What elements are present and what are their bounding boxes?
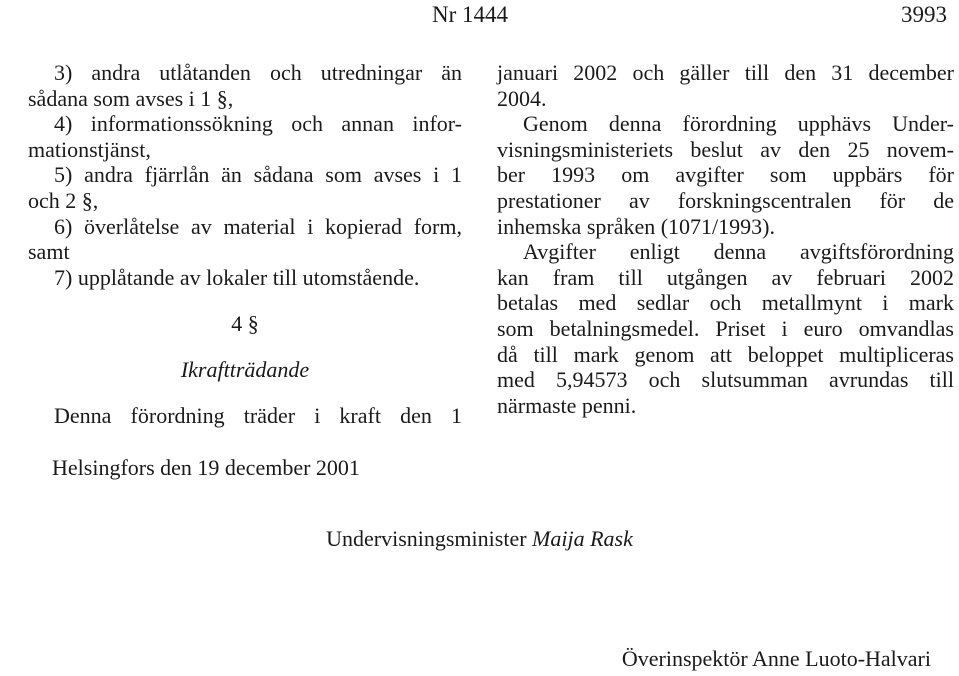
list-item-7: 7) upplåtande av lokaler till utomstående. — [54, 264, 420, 290]
body-line: kan fram till utgången av februari 2002 — [497, 264, 954, 290]
gazette-number: Nr 1444 — [432, 2, 509, 27]
body-line: betalas med sedlar och metallmynt i mark — [497, 290, 954, 316]
inspector-signature: Överinspektör Anne Luoto-Halvari — [621, 646, 931, 671]
right-column — [497, 60, 954, 418]
list-item-3-line-2: sådana som avses i 1 §, — [28, 85, 234, 111]
body-line: inhemska språken (1071/1993). — [497, 213, 775, 239]
section-title: Ikraftträdande — [180, 356, 310, 382]
minister-name: Maija Rask — [532, 526, 633, 551]
spacer — [28, 290, 462, 311]
entry-into-force-line: Denna förordning träder i kraft den 1 — [54, 402, 462, 428]
list-item-6-line-1: 6) överlåtelse av material i kopierad form, — [54, 213, 462, 239]
list-item-4-line-1: 4) informationssökning och annan infor- — [54, 111, 462, 137]
list-item-6-line-2: samt — [28, 239, 70, 265]
list-item-5-line-1: 5) andra fjärrlån än sådana som avses i 1 — [54, 162, 462, 188]
body-line: januari 2002 och gäller till den 31 december — [497, 60, 954, 85]
place-and-date: Helsingfors den 19 december 2001 — [52, 455, 360, 480]
body-line: visningsministeriets beslut av den 25 novem- — [497, 136, 954, 162]
body-line: då till mark genom att beloppet multipliceras — [497, 341, 954, 367]
section-number: 4 § — [231, 311, 259, 337]
body-line: Avgifter enligt denna avgiftsförordning — [523, 239, 954, 265]
list-item-3-line-1: 3) andra utlåtanden och utredningar än — [54, 60, 462, 85]
spacer — [28, 383, 462, 403]
body-line: som betalningsmedel. Priset i euro omvandlas — [497, 315, 954, 341]
left-column — [28, 60, 462, 428]
body-line: med 5,94573 och slutsumman avrundas till — [497, 367, 954, 393]
minister-title: Undervisningsminister — [326, 526, 527, 551]
body-line: Genom denna förordning upphävs Under- — [523, 111, 954, 137]
page-number: 3993 — [901, 2, 947, 27]
body-line: prestationer av forskningscentralen för de — [497, 187, 954, 213]
spacer — [28, 337, 462, 357]
minister-signature — [0, 526, 959, 552]
body-line: närmaste penni. — [497, 392, 637, 418]
list-item-5-line-2: och 2 §, — [28, 187, 99, 213]
list-item-4-line-2: mationstjänst, — [28, 136, 151, 162]
body-line: 2004. — [497, 85, 547, 111]
body-line: ber 1993 om avgifter som uppbärs för — [497, 162, 954, 188]
